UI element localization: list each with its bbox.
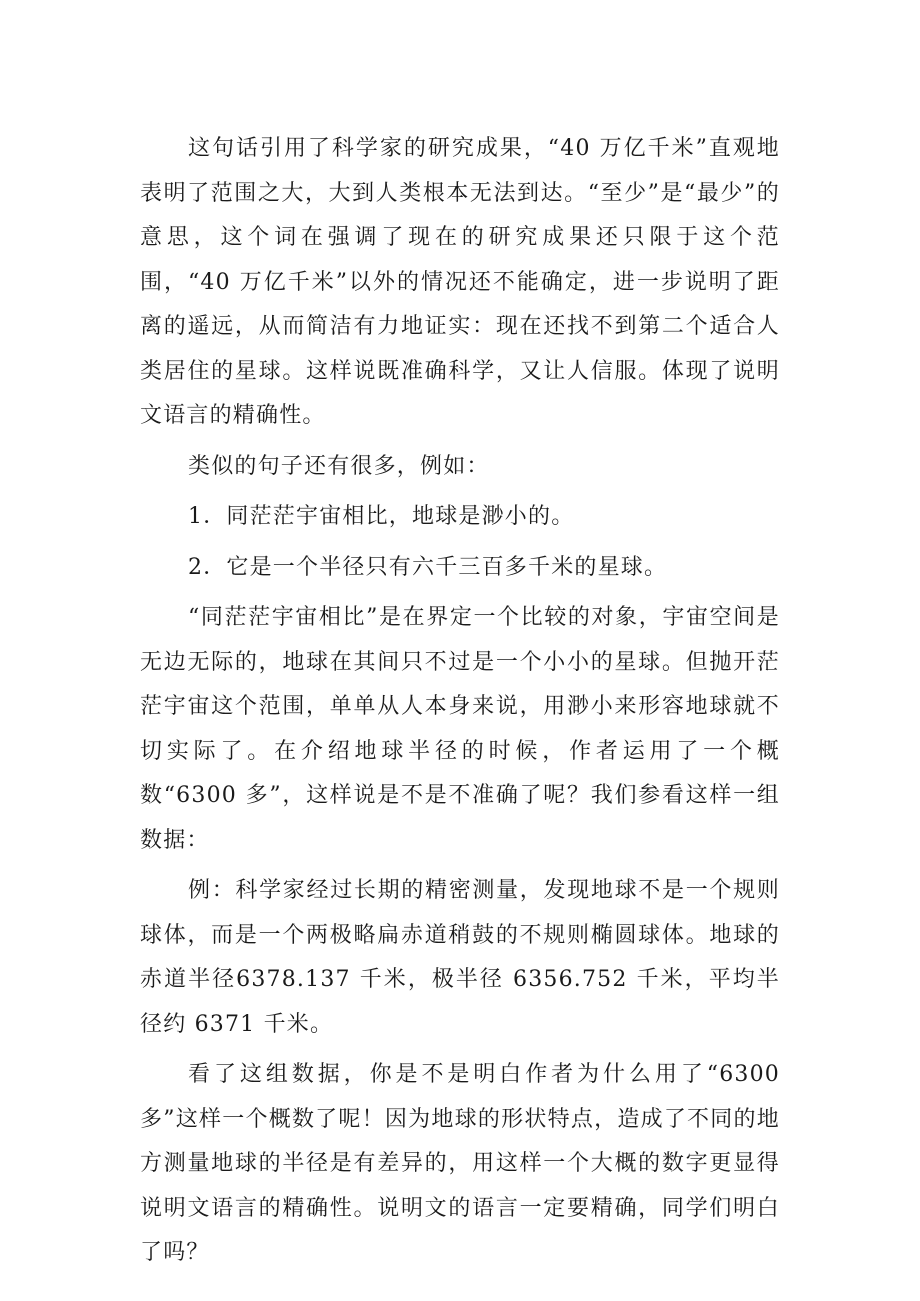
paragraph-intro-examples: 类似的句子还有很多，例如： [188,453,490,479]
paragraph-analysis: 这句话引用了科学家的研究成果，“40 万亿千米”直观地表明了范围之大，大到人类根本无法到达。“至少”是“最少”的意思，这个词在强调了现在的研究成果还只限于这个范围，“40 万亿千米”以外的情况还不能确定，进一步说明了距离的遥远，从而简洁有力地证实：现在还找不到第二个适合人类居住的星球。这样说既准确科学，又让人信服。体现了说明文语言的精确性。 [140,136,780,428]
example-item-2: 2．它是一个半径只有六千三百多千米的星球。 [188,554,668,580]
paragraph-data-example: 例：科学家经过长期的精密测量，发现地球不是一个规则球体，而是一个两极略扁赤道稍鼓的不规则椭圆球体。地球的赤道半径6378.137 千米，极半径 6356.752 千米，平均半径约 6371 千米。 [140,878,780,1037]
paragraph-conclusion: 看了这组数据，你是不是明白作者为什么用了“6300 多”这样一个概数了呢！因为地球的形状特点，造成了不同的地方测量地球的半径是有差异的，用这样一个大概的数字更显得说明文语言的精确性。说明文的语言一定要精确，同学们明白了吗？ [140,1062,780,1265]
paragraph-comparison: “同茫茫宇宙相比”是在界定一个比较的对象，宇宙空间是无边无际的，地球在其间只不过是一个小小的星球。但抛开茫茫宇宙这个范围，单单从人本身来说，用渺小来形容地球就不切实际了。在介绍地球半径的时候，作者运用了一个概数“6300 多”，这样说是不是不准确了呢？我们参看这样一组数据： [140,605,780,853]
example-item-1: 1．同茫茫宇宙相比，地球是渺小的。 [188,504,575,529]
